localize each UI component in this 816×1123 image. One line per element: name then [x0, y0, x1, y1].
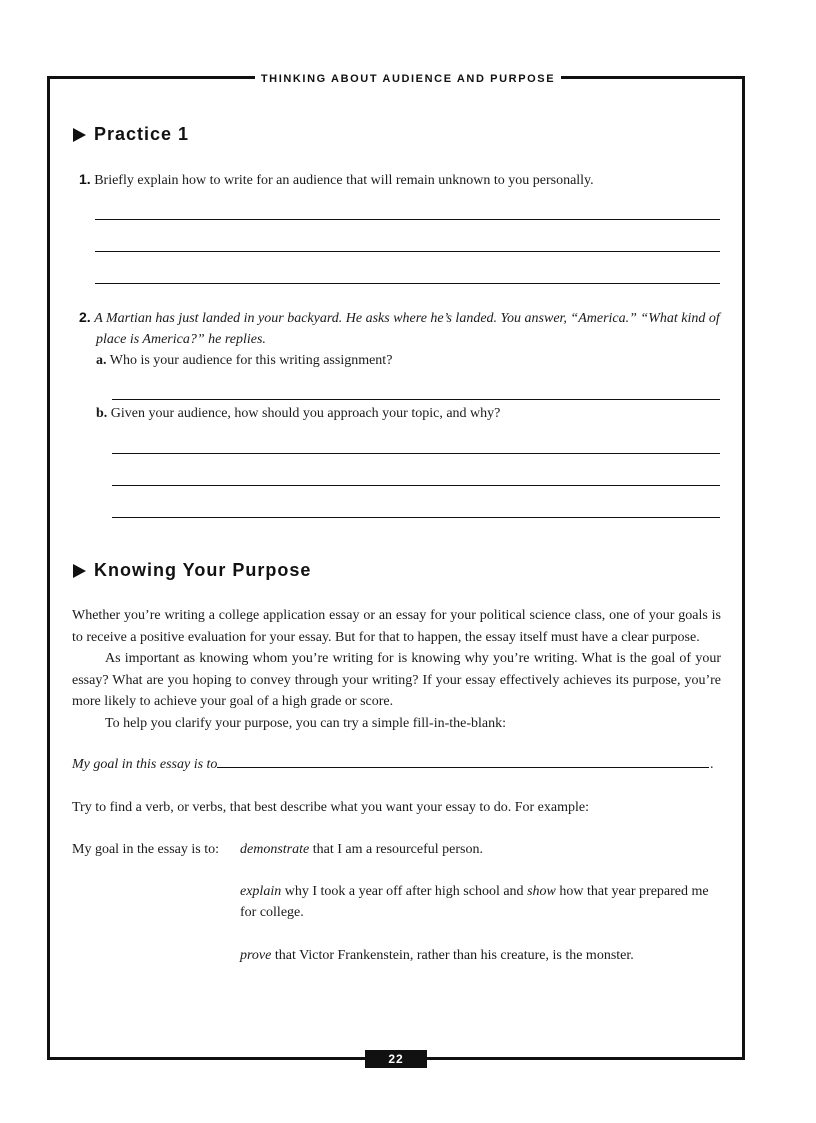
answer-line[interactable] [95, 219, 720, 220]
triangle-bullet-icon [73, 564, 86, 578]
answer-line[interactable] [95, 283, 720, 284]
example-item [240, 945, 722, 966]
answer-line[interactable] [112, 485, 720, 486]
answer-line[interactable] [112, 453, 720, 454]
question-2b [96, 403, 716, 424]
example-text: how that year prepared me for college. [240, 884, 709, 920]
purpose-heading [73, 560, 311, 581]
question-2-text-line1: A Martian has just landed in your backyard. He asks where he’s landed. You answer, “America.” “What kind of [94, 311, 720, 326]
fill-prompt: My goal in this essay is to [72, 757, 218, 772]
answer-line[interactable] [95, 251, 720, 252]
instruction-text: Try to find a verb, or verbs, that best describe what you want your essay to do. For example: [72, 800, 589, 815]
paragraph: Whether you’re writing a college application essay or an essay for your political science class, one of your goals is to receive a positive evaluation for your essay. But for that to happen, the essay itself must have a clear purpose. [72, 608, 721, 645]
running-title: THINKING ABOUT AUDIENCE AND PURPOSE [255, 73, 561, 85]
answer-line[interactable] [112, 517, 720, 518]
question-2b-label: b. [96, 406, 108, 421]
example-text: that Victor Frankenstein, rather than his creature, is the monster. [271, 948, 634, 963]
purpose-body [72, 605, 721, 734]
paragraph: As important as knowing whom you’re writing for is knowing why you’re writing. What is the goal of your essay? What are you hoping to convey through your writing? If your essay effectively achieves its purpose, you’re more likely to achieve your goal of a high grade or score. [72, 651, 721, 709]
page-number: 22 [365, 1050, 427, 1068]
practice-heading [73, 124, 189, 145]
example-item [240, 881, 722, 923]
example-text: why I took a year off after high school and [281, 884, 528, 899]
question-2-number: 2. [79, 309, 91, 325]
question-1 [79, 169, 729, 191]
example-label: My goal in the essay is to: [72, 842, 219, 857]
fill-end: . [710, 757, 714, 772]
question-2b-text: Given your audience, how should you approach your topic, and why? [110, 406, 501, 421]
example-verb: demonstrate [240, 842, 310, 857]
example-verb: prove [240, 948, 272, 963]
question-2a-text: Who is your audience for this writing assignment? [109, 353, 393, 368]
purpose-title: Knowing Your Purpose [94, 560, 312, 580]
question-2 [79, 307, 739, 371]
question-2-text-line2: place is America?” he replies. [96, 332, 266, 347]
paragraph: To help you clarify your purpose, you can try a simple fill-in-the-blank: [105, 715, 507, 731]
practice-title: Practice 1 [94, 124, 190, 144]
answer-line[interactable] [112, 399, 720, 400]
question-1-number: 1. [79, 171, 91, 187]
example-item [240, 839, 722, 860]
question-1-text: Briefly explain how to write for an audience that will remain unknown to you personally. [94, 173, 594, 188]
fill-blank-line[interactable] [217, 767, 709, 768]
example-text: that I am a resourceful person. [309, 842, 483, 857]
triangle-bullet-icon [73, 128, 86, 142]
example-verb: explain [240, 884, 282, 899]
example-verb: show [527, 884, 556, 899]
question-2a-label: a. [96, 353, 107, 368]
running-header [0, 69, 816, 87]
